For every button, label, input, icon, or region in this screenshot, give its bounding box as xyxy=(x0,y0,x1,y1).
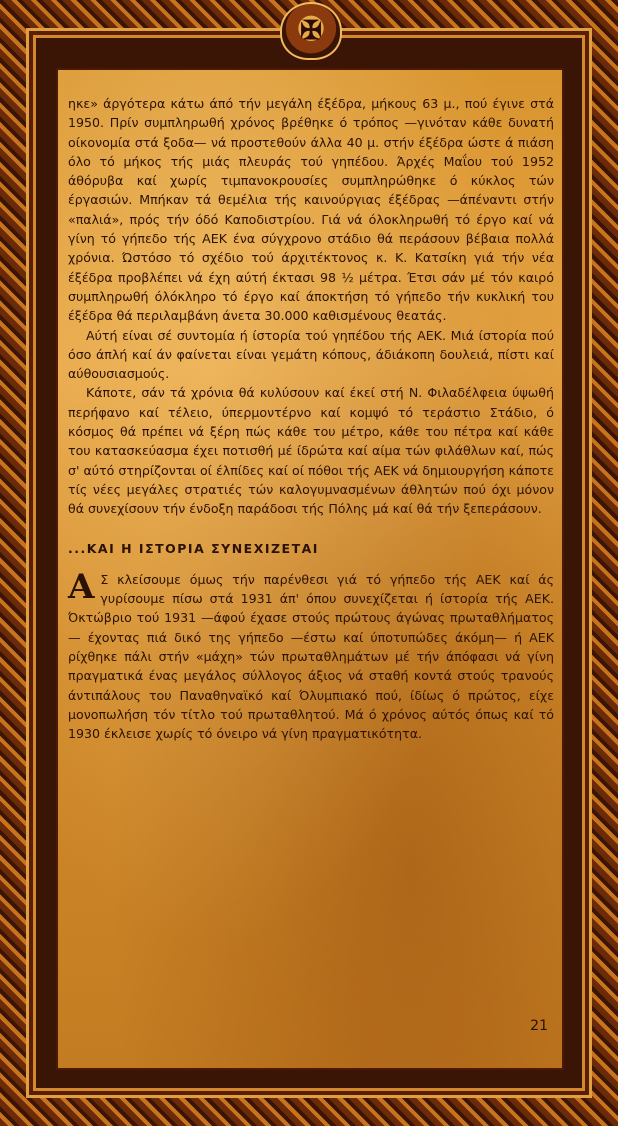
final-paragraph xyxy=(68,566,554,744)
final-paragraph-opening: Σ κλείσουμε όμως τήν xyxy=(100,571,255,587)
double-headed-eagle-icon xyxy=(280,2,342,60)
dropcap-letter: Α xyxy=(68,566,95,607)
section-heading: ...ΚΑΙ Η ΙΣΤΟΡΙΑ ΣΥΝΕΧΙΖΕΤΑΙ xyxy=(68,540,319,556)
scanned-page xyxy=(58,70,562,1068)
paragraph-1: ηκε» άργότερα κάτω άπό τήν μεγάλη έξέδρα, μήκους 63 μ., πού έγινε στά 1950. Πρίν συμπληρωθή χρόνος βρέθηκε ό τρόπος —γινόταν κάθε δυνατή οίκονομία στά ξοδα— νά προστεθούν άλλα 40 μ. στήν έξέδρα ώστε ά πιάση όλο τό μήκος τής μιάς πλευράς τού γηπέδου. Άρχές Μαΐου τού 1952 άθόρυβα καί χωρίς τιμπανοκρουσίες συμπληρώθηκε ό κύκλος τών έργασιών. Μπήκαν τά θεμέλια τής καινούργιας έξέδρας —άπέναντι στήν «παλιά», πρός τήν όδό Καποδιστρίου. Γιά νά όλοκληρωθή τό έργο καί νά γίνη τό γήπεδο τής ΑΕΚ ένα σύγχρονο στάδιο θά περάσουν βέβαια πολλά χρόνια. Ώστόσο τό σχέδιο τού άρχιτέκτονος κ. Κ. Κατσίκη γιά τήν νέα έξέδρα προβλέπει νά έχη αύτή έκτασι 98 ½ μέτρα. Έτσι σάν μέ τόν καιρό συμπληρωθή όλόκληρο τό έργο καί άποκτήση τό γήπεδο τήν κυκλική του έξέδρα θά περιλαμβάνη άνετα 30.000 καθισμένους θεατάς. xyxy=(68,96,554,324)
final-paragraph-body: παρένθεσι γιά τό γήπεδο τής ΑΕΚ καί άς γυρίσουμε πίσω στά 1931 άπ' όπου συνεχίζεται ή ίστορία τής ΑΕΚ. Όκτώβριο τού 1931 —άφού έχασε στούς πρώτους άγώνας πρωταθλήματος— έχοντας πιά δικό της γήπεδο —έστω καί ύποτυπώδες άκόμη— ή ΑΕΚ ρίχθηκε πάλι στήν «μάχη» τών πρωταθλημάτων μέ τήν άπόφασι νά γίνη πραγματικά ένας μεγάλος σύλλογος άξιος νά σταθή κοντά στούς τρανούς άντιπάλους του Παναθηναϊκό καί Όλυμπιακό πού, ίδίως ό πρώτος, είχε μονοπωλήση τόν τίτλο τού πρωταθλητού. Μά ό χρόνος αύτός όπως καί τό 1930 έκλεισε χωρίς τό όνειρο νά γίνη πραγματικότητα. xyxy=(68,571,554,742)
page-number: 21 xyxy=(530,1018,548,1034)
emblem-glyph: ✠ xyxy=(300,16,322,46)
paragraph-3: Κάποτε, σάν τά χρόνια θά κυλύσουν καί έκεί στή Ν. Φιλαδέλφεια ύψωθή περήφανο καί τέλειο, ύπερμοντέρνο καί κομψό τό τεράστιο Στάδιο, ό κόσμος θά πρέπει νά ξέρη πώς κάθε του μέτρο, κάθε του πέτρα καί κάθε του κατασκεύασμα έχει ποτισθή μέ ίδρώτα καί αίμα τών φιλάθλων καί, πώς σ' αύτό στηρίζονται οί έλπίδες καί οί πόθοι τής ΑΕΚ νά δημιουργήση κάποτε τίς νέες μεγάλες στρατιές τών καλογυμνασμένων άθλητών πού όχι μόνον θά συνεχίσουν τήν ένδοξη παράδοσι τής Πόλης μά καί θά τήν ξεπεράσουν. xyxy=(68,385,554,517)
article-text xyxy=(68,94,554,744)
paragraph-2: Αύτή είναι σέ συντομία ή ίστορία τού γηπέδου τής ΑΕΚ. Μιά ίστορία πού όσο άπλή καί άν φαίνεται είναι γεμάτη κόπους, άδιάκοπη δουλειά, πίστι καί αύθουσιασμούς. xyxy=(68,327,554,382)
